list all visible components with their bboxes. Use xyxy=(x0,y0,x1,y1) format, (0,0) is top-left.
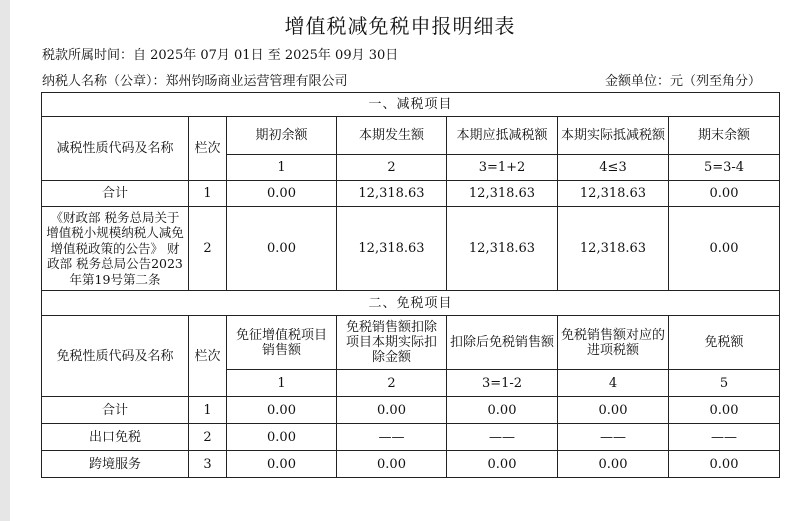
cell-value: 0.00 xyxy=(558,397,669,424)
col-header: 本期发生额 xyxy=(337,117,447,155)
cell-value: —— xyxy=(337,424,447,451)
col-header: 免征增值税项目销售额 xyxy=(227,316,337,370)
row-name: 跨境服务 xyxy=(42,451,189,478)
section-header-row xyxy=(42,291,780,316)
header-row xyxy=(42,117,780,155)
col-number: 2 xyxy=(337,370,447,397)
col-number: 5=3-4 xyxy=(669,155,780,181)
cell-value: 12,318.63 xyxy=(337,207,447,291)
tax-period: 税款所属时间：自 2025年 07月 01日 至 2025年 09月 30日 xyxy=(42,48,399,63)
col-number: 4 xyxy=(558,370,669,397)
exemption-row-no-header: 栏次 xyxy=(189,316,227,397)
cell-value: 0.00 xyxy=(227,397,337,424)
row-name: 《财政部 税务总局关于增值税小规模纳税人减免增值税政策的公告》 财政部 税务总局公告2023年第19号第二条 xyxy=(42,207,189,291)
row-name: 合计 xyxy=(42,181,189,207)
cell-value: 0.00 xyxy=(337,451,447,478)
amount-unit: 金额单位：元（列至角分） xyxy=(605,74,762,89)
table-row xyxy=(42,424,780,451)
row-no: 2 xyxy=(189,207,227,291)
col-header: 免税额 xyxy=(669,316,780,370)
cell-value: 0.00 xyxy=(447,451,558,478)
col-header: 期末余额 xyxy=(669,117,780,155)
section-header-row xyxy=(42,93,780,117)
table-row xyxy=(42,207,780,291)
section-title-exemption: 二、免税项目 xyxy=(42,291,780,316)
cell-value: 0.00 xyxy=(447,397,558,424)
section-title-reduction: 一、减税项目 xyxy=(42,93,780,117)
cell-value: 12,318.63 xyxy=(558,181,669,207)
col-header: 扣除后免税销售额 xyxy=(447,316,558,370)
reduction-code-header: 减税性质代码及名称 xyxy=(42,117,189,181)
cell-value: 0.00 xyxy=(669,207,780,291)
col-number: 1 xyxy=(227,155,337,181)
cell-value: 0.00 xyxy=(337,397,447,424)
table-row xyxy=(42,451,780,478)
col-header: 期初余额 xyxy=(227,117,337,155)
header-row xyxy=(42,316,780,370)
cell-value: 0.00 xyxy=(227,207,337,291)
row-no: 3 xyxy=(189,451,227,478)
cell-value: 0.00 xyxy=(669,181,780,207)
row-no: 1 xyxy=(189,397,227,424)
col-header: 免税销售额扣除项目本期实际扣除金额 xyxy=(337,316,447,370)
col-number: 2 xyxy=(337,155,447,181)
col-number: 3=1+2 xyxy=(447,155,558,181)
exemption-code-header: 免税性质代码及名称 xyxy=(42,316,189,397)
col-number: 5 xyxy=(669,370,780,397)
cell-value: 0.00 xyxy=(227,181,337,207)
cell-value: 12,318.63 xyxy=(337,181,447,207)
cell-value: 0.00 xyxy=(558,451,669,478)
col-header: 本期应抵减税额 xyxy=(447,117,558,155)
row-no: 1 xyxy=(189,181,227,207)
table-row xyxy=(42,181,780,207)
col-number: 1 xyxy=(227,370,337,397)
cell-value: 0.00 xyxy=(227,451,337,478)
taxpayer-name: 纳税人名称（公章）：郑州钧旸商业运营管理有限公司 xyxy=(42,74,348,89)
cell-value: —— xyxy=(447,424,558,451)
cell-value: 0.00 xyxy=(227,424,337,451)
row-no: 2 xyxy=(189,424,227,451)
declaration-table xyxy=(41,92,780,478)
cell-value: —— xyxy=(669,424,780,451)
row-name: 出口免税 xyxy=(42,424,189,451)
row-name: 合计 xyxy=(42,397,189,424)
col-number: 4≤3 xyxy=(558,155,669,181)
cell-value: 12,318.63 xyxy=(447,207,558,291)
page-title: 增值税减免税申报明细表 xyxy=(284,14,516,38)
cell-value: 12,318.63 xyxy=(447,181,558,207)
col-header: 免税销售额对应的进项税额 xyxy=(558,316,669,370)
table-row xyxy=(42,397,780,424)
cell-value: 0.00 xyxy=(669,451,780,478)
col-number: 3=1-2 xyxy=(447,370,558,397)
col-header: 本期实际抵减税额 xyxy=(558,117,669,155)
reduction-row-no-header: 栏次 xyxy=(189,117,227,181)
cell-value: —— xyxy=(558,424,669,451)
cell-value: 0.00 xyxy=(669,397,780,424)
cell-value: 12,318.63 xyxy=(558,207,669,291)
